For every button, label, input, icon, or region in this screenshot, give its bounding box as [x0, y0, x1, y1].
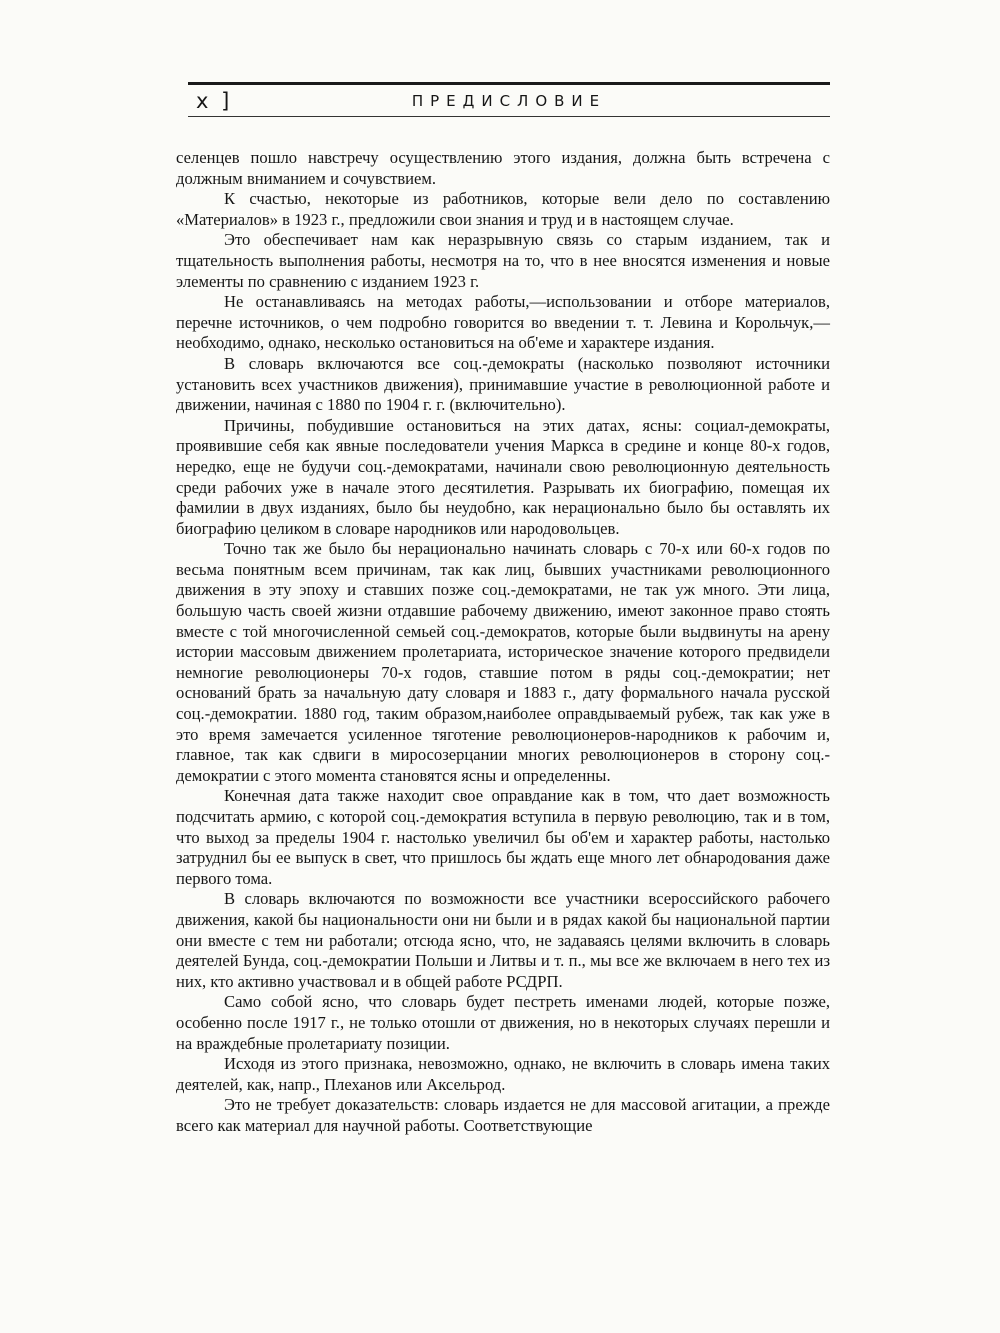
paragraph: В словарь включаются все соц.-демократы (насколько позволяют источники установить всех участников движения), принимавшие участие в революционной работе и движении, начиная с 1880 по 1904 г. г. (включительно).	[176, 353, 830, 415]
paragraph: Не останавливаясь на методах работы,—использовании и отборе материалов, перечне источников, о чем подробно говорится во введении т. т. Левина и Корольчук,—необходимо, однако, несколько остановиться на об'еме и характере издания.	[176, 292, 830, 353]
page-number: x ]	[196, 89, 233, 113]
paragraph: селенцев пошло навстречу осуществлению этого издания, должна быть встречена с должным вниманием и сочувствием.	[176, 148, 830, 188]
paragraph: К счастью, некоторые из работников, которые вели дело по составлению «Материалов» в 1923 г., предложили свои знания и труд и в настоящем случае.	[176, 189, 830, 229]
paragraph: Это обеспечивает нам как неразрывную связь со старым изданием, так и тщательность выполнения работы, несмотря на то, что в нее вносятся изменения и новые элементы по сравнению с изданием 1923 г.	[176, 230, 830, 291]
paragraph: Причины, побудившие остановиться на этих датах, ясны: социал-демократы, проявившие себя как явные последователи учения Маркса в средине и конце 80-х годов, нередко, еще не будучи соц.-демократами, начинали свою революционную деятельность среди рабочих уже в начале этого десятилетия. Разрывать их биографию, помещая их фамилии в двух изданиях, было бы неудобно, как нерационально было бы оставлять их биографию целиком в словаре народников или народовольцев.	[176, 415, 830, 538]
header-bottom-rule	[188, 116, 830, 117]
paragraph: Это не требует доказательств: словарь издается не для массовой агитации, а прежде всего как материал для научной работы. Соответствующие	[176, 1095, 830, 1135]
paragraph: Само собой ясно, что словарь будет пестреть именами людей, которые позже, особенно после 1917 г., не только отошли от движения, но в некоторых случаях перешли и на враждебные пролетариату позиции.	[176, 992, 830, 1053]
header-top-rule	[188, 82, 830, 85]
page-header	[188, 82, 830, 118]
body-text	[176, 148, 830, 1137]
paragraph: Конечная дата также находит свое оправдание как в том, что дает возможность подсчитать армию, с которой соц.-демократия вступила в первую революцию, так и в том, что выход за пределы 1904 г. настолько увеличил бы об'ем и характер работы, настолько затруднил бы ее выпуск в свет, что пришлось бы ждать еще много лет обнародования даже первого тома.	[176, 786, 830, 888]
paragraph: Точно так же было бы нерационально начинать словарь с 70-х или 60-х годов по весьма понятным всем причинам, так как лиц, бывших участниками революционного движения в эту эпоху и ставших позже соц.-демократами, не так уж много. Эти лица, большую часть своей жизни отдавшие рабочему движению, имеют законное право стоять вместе с той многочисленной семьей соц.-демократов, которые были выдвинуты на арену истории массовым движением пролетариата, историческое значение которого предвидели немногие революционеры 70-х годов, ставшие потом в ряды соц.-демократии; нет оснований брать за начальную дату словаря и 1883 г., дату формального начала русской соц.-демократии. 1880 год, таким образом,наиболее оправдываемый рубеж, так как уже в это время замечается усиленное тяготение революционеров-народников к рабочим и, главное, так как сдвиги в миросозерцании многих революционеров в сторону соц.-демократии с этого момента становятся ясны и определенны.	[176, 539, 830, 785]
paragraph: Исходя из этого признака, невозможно, однако, не включить в словарь имена таких деятелей, как, напр., Плеханов или Аксельрод.	[176, 1054, 830, 1094]
paragraph: В словарь включаются по возможности все участники всероссийского рабочего движения, какой бы национальности они ни были и в рядах какой бы национальной партии они вместе с тем ни работали; отсюда ясно, что, не задаваясь целями включить в словарь деятелей Бунда, соц.-демократии Польши и Литвы и т. п., мы все же включаем в него тех из них, кто активно участвовал и в общей работе РСДРП.	[176, 889, 830, 991]
running-title: ПРЕДИСЛОВИЕ	[411, 92, 607, 110]
